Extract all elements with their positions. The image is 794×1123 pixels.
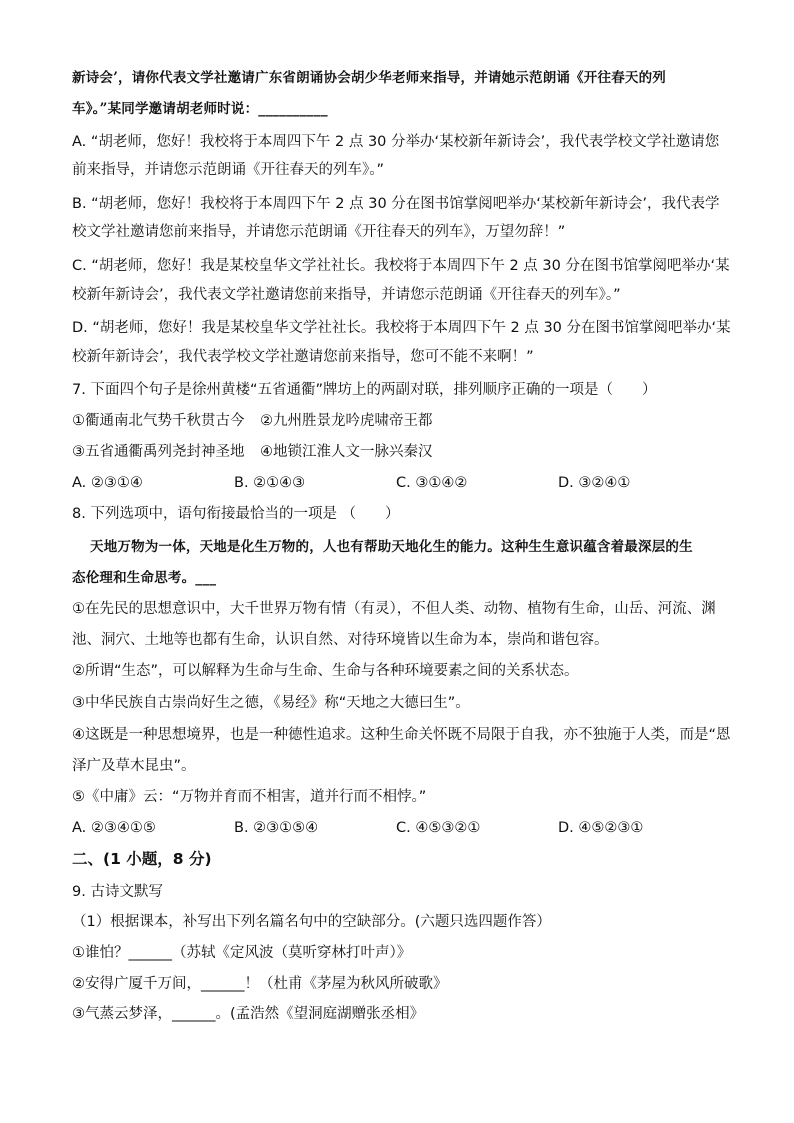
q9-line-2: ②安得广厦千万间，______！（杜甫《茅屋为秋风所破歌》 bbox=[72, 976, 448, 992]
q7-sentences-row2 bbox=[72, 442, 722, 462]
q6-option-b-line2: 校文学社邀请您前来指导，并请您示范朗诵《开往春天的列车》，万望勿辞！” bbox=[72, 224, 566, 240]
q6-option-a-line1: A. “胡老师，您好！我校将于本周四下午 2 点 30 分举办‘某校新年新诗会’，我代表学校文学社邀请您 bbox=[72, 134, 720, 150]
q9-instruction: （1）根据课本，补写出下列名篇名句中的空缺部分。(六题只选四题作答） bbox=[72, 914, 551, 930]
q8-stem: 8. 下列选项中，语句衔接最恰当的一项是 （ ） bbox=[72, 506, 400, 522]
q7-option-a: A. ②③①④ bbox=[72, 475, 143, 491]
q6-option-d-line1: D. “胡老师，您好！我是某校皇华文学社社长。我校将于本周四下午 2 点 30 分在图书馆掌阅吧举办‘某 bbox=[72, 320, 731, 336]
q7-sentence-2: ②九州胜景龙吟虎啸帝王都 bbox=[260, 413, 433, 429]
section-2-title: 二、(1 小题，8 分) bbox=[72, 850, 212, 868]
q7-stem: 7. 下面四个句子是徐州黄楼“五省通衢”牌坊上的两副对联，排列顺序正确的一项是（ ） bbox=[72, 382, 657, 398]
q9-title: 9. 古诗文默写 bbox=[72, 884, 163, 900]
q8-option-a: A. ②③④①⑤ bbox=[72, 820, 156, 836]
q6-option-d-line2: 校新年新诗会’，我代表学校文学社邀请您前来指导，您可不能不来啊！” bbox=[72, 349, 534, 365]
q6-option-c-line2: 校新年新诗会’，我代表文学社邀请您前来指导，并请您示范朗诵《开往春天的列车》。” bbox=[72, 287, 621, 303]
q7-sentence-3: ③五省通衢禹列尧封神圣地 bbox=[72, 444, 245, 460]
q8-sentence-4-line1: ④这既是一种思想境界，也是一种德性追求。这种生命关怀既不局限于自我，亦不独施于人类，而是“恩 bbox=[72, 727, 731, 743]
q7-option-c: C. ③①④② bbox=[396, 475, 468, 491]
q7-options bbox=[72, 473, 722, 493]
q8-option-c: C. ④⑤③②① bbox=[396, 820, 481, 836]
q7-option-d: D. ③②④① bbox=[558, 475, 631, 491]
q7-sentence-1: ①衢通南北气势千秋贯古今 bbox=[72, 413, 245, 429]
q7-option-b: B. ②①④③ bbox=[234, 475, 306, 491]
q8-passage-line2: 态伦理和生命思考。___ bbox=[72, 570, 217, 586]
q8-sentence-1-line2: 池、洞穴、土地等也都有生命，认识自然、对待环境皆以生命为本，崇尚和谐包容。 bbox=[72, 632, 609, 648]
q8-sentence-4-line2: 泽广及草木昆虫”。 bbox=[72, 758, 196, 774]
q8-sentence-3: ③中华民族自古崇尚好生之德，《易经》称“天地之大德曰生”。 bbox=[72, 695, 470, 711]
q8-sentence-5: ⑤《中庸》云：“万物并育而不相害，道并行而不相悖。” bbox=[72, 789, 427, 805]
q9-line-3: ③气蒸云梦泽，______。(孟浩然《望洞庭湖赠张丞相》 bbox=[72, 1006, 425, 1022]
q8-passage-line1: 天地万物为一体，天地是化生万物的，人也有帮助天地化生的能力。这种生生意识蕴含着最深层的生 bbox=[90, 539, 693, 555]
q6-option-b-line1: B. “胡老师，您好！我校将于本周四下午 2 点 30 分在图书馆掌阅吧举办‘某校新年新诗会’，我代表学 bbox=[72, 196, 720, 212]
q7-sentences-row1 bbox=[72, 411, 722, 431]
q8-option-d: D. ④⑤②③① bbox=[558, 820, 644, 836]
q6-stem-line2 bbox=[72, 99, 328, 119]
q6-answer-blank: __________ bbox=[258, 101, 328, 117]
q6-option-c-line1: C. “胡老师，您好！我是某校皇华文学社社长。我校将于本周四下午 2 点 30 分在图书馆掌阅吧举办‘某 bbox=[72, 258, 730, 274]
q9-line-1: ①谁怕？______（苏轼《定风波（莫听穿林打叶声）》 bbox=[72, 945, 412, 961]
q8-sentence-2: ②所谓“生态”，可以解释为生命与生命、生命与各种环境要素之间的关系状态。 bbox=[72, 663, 579, 679]
q8-options bbox=[72, 818, 722, 838]
q8-sentence-1-line1: ①在先民的思想意识中，大千世界万物有情（有灵），不但人类、动物、植物有生命，山岳、河流、渊 bbox=[72, 601, 716, 617]
q8-option-b: B. ②③①⑤④ bbox=[234, 820, 319, 836]
q6-option-a-line2: 前来指导，并请您示范朗诵《开往春天的列车》。” bbox=[72, 162, 385, 178]
q7-sentence-4: ④地锁江淮人文一脉兴秦汉 bbox=[260, 444, 433, 460]
q6-stem-line1: 新诗会’，请你代表文学社邀请广东省朗诵协会胡少华老师来指导，并请她示范朗诵《开往春天的列 bbox=[72, 70, 666, 86]
q6-stem-text: 车》。”某同学邀请胡老师时说： bbox=[72, 101, 259, 117]
